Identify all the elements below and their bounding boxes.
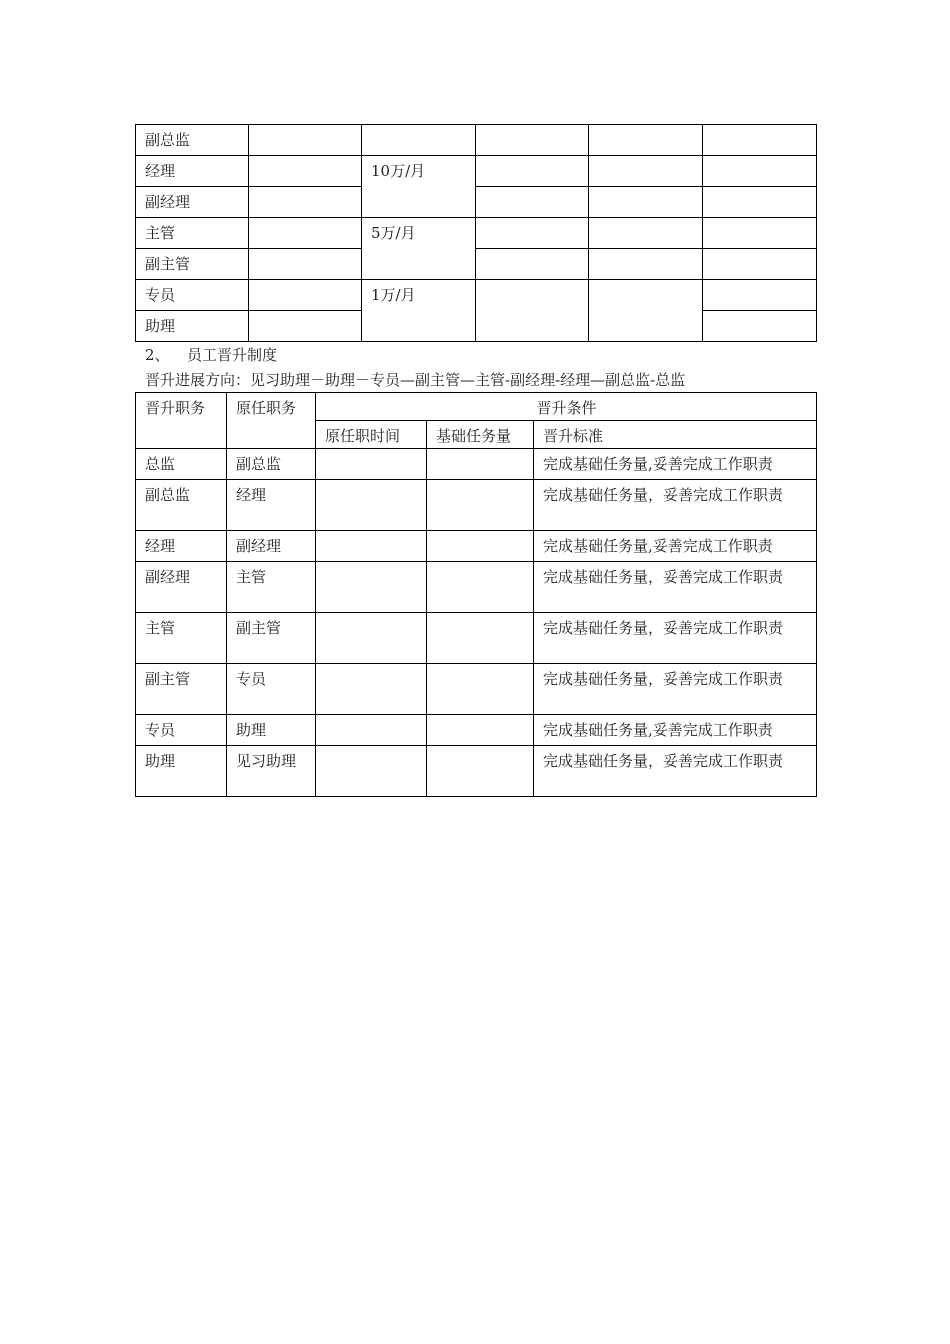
- position-cell: 助理: [136, 311, 249, 342]
- table-row: [136, 562, 817, 613]
- new-position-cell: 总监: [136, 449, 227, 480]
- new-position-cell: 主管: [136, 613, 227, 664]
- standard-cell: 完成基础任务量，妥善完成工作职责: [534, 613, 817, 664]
- old-position-cell: 副总监: [227, 449, 316, 480]
- standard-cell: 完成基础任务量，妥善完成工作职责: [534, 664, 817, 715]
- old-position-cell: 专员: [227, 664, 316, 715]
- table-row: [136, 249, 817, 280]
- table-row: [136, 125, 817, 156]
- position-cell: 专员: [136, 280, 249, 311]
- section-number: 2、: [145, 346, 170, 364]
- new-position-cell: 助理: [136, 746, 227, 797]
- section-title: 员工晋升制度: [187, 346, 278, 364]
- standard-cell: 完成基础任务量,妥善完成工作职责: [534, 715, 817, 746]
- old-position-cell: 主管: [227, 562, 316, 613]
- new-position-cell: 副总监: [136, 480, 227, 531]
- amount-cell: [362, 125, 476, 156]
- position-cell: 副总监: [136, 125, 249, 156]
- header-old-position: 原任职务: [227, 393, 316, 449]
- old-position-cell: 副主管: [227, 613, 316, 664]
- position-cell: 经理: [136, 156, 249, 187]
- new-position-cell: 专员: [136, 715, 227, 746]
- table-row: [136, 187, 817, 218]
- standard-cell: 完成基础任务量，妥善完成工作职责: [534, 480, 817, 531]
- amount-cell: 1万/月: [362, 280, 476, 342]
- header-new-position: 晋升职务: [136, 393, 227, 449]
- new-position-cell: 经理: [136, 531, 227, 562]
- header-row: [136, 393, 817, 421]
- table-row: [136, 156, 817, 187]
- table-row: [136, 531, 817, 562]
- table-row: [136, 280, 817, 311]
- header-base-task: 基础任务量: [427, 421, 534, 449]
- header-standard: 晋升标准: [534, 421, 817, 449]
- amount-cell: 10万/月: [362, 156, 476, 218]
- new-position-cell: 副经理: [136, 562, 227, 613]
- table-row: [136, 746, 817, 797]
- salary-table: [135, 124, 817, 342]
- promotion-path: 晋升进展方向：见习助理－助理－专员—副主管—主管-副经理-经理—副总监-总监: [145, 371, 686, 389]
- table-row: [136, 715, 817, 746]
- old-position-cell: 副经理: [227, 531, 316, 562]
- position-cell: 副主管: [136, 249, 249, 280]
- amount-cell: 5万/月: [362, 218, 476, 280]
- table-row: [136, 480, 817, 531]
- table-row: [136, 664, 817, 715]
- promotion-table: [135, 392, 817, 797]
- table-row: [136, 449, 817, 480]
- header-tenure: 原任职时间: [316, 421, 427, 449]
- standard-cell: 完成基础任务量，妥善完成工作职责: [534, 562, 817, 613]
- header-conditions: 晋升条件: [316, 393, 817, 421]
- position-cell: 主管: [136, 218, 249, 249]
- old-position-cell: 经理: [227, 480, 316, 531]
- table-row: [136, 613, 817, 664]
- standard-cell: 完成基础任务量,妥善完成工作职责: [534, 531, 817, 562]
- position-cell: 副经理: [136, 187, 249, 218]
- old-position-cell: 助理: [227, 715, 316, 746]
- old-position-cell: 见习助理: [227, 746, 316, 797]
- table-row: [136, 218, 817, 249]
- standard-cell: 完成基础任务量,妥善完成工作职责: [534, 449, 817, 480]
- standard-cell: 完成基础任务量，妥善完成工作职责: [534, 746, 817, 797]
- new-position-cell: 副主管: [136, 664, 227, 715]
